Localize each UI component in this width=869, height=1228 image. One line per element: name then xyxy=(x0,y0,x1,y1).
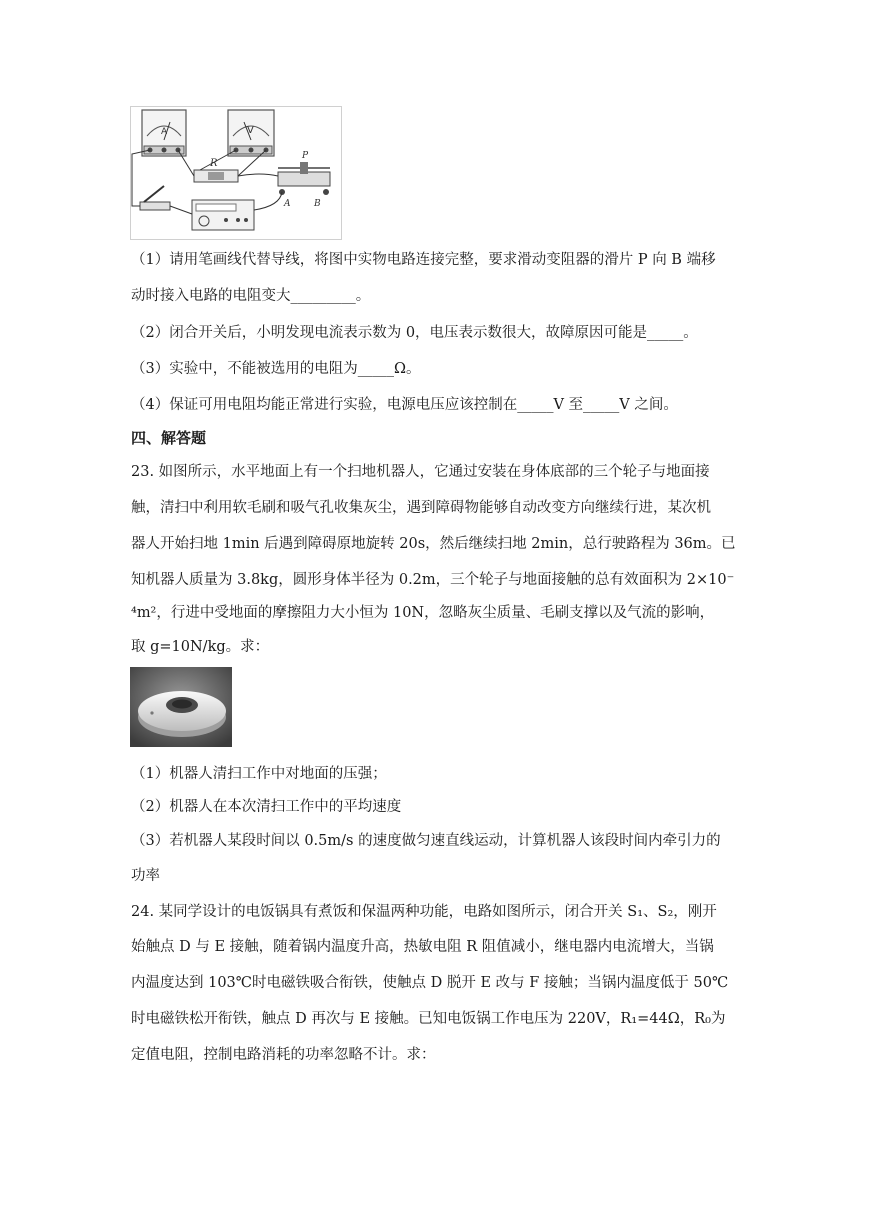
ammeter-label: A xyxy=(161,127,168,137)
q22-part3: （3）实验中，不能被选用的电阻为_____Ω。 xyxy=(131,361,421,377)
voltmeter-label: V xyxy=(247,125,254,136)
q24-line: 始触点 D 与 E 接触，随着锅内温度升高，热敏电阻 R 阻值减小，继电器内电流增大，当锅 xyxy=(131,939,714,955)
q24-line: 定值电阻，控制电路消耗的功率忽略不计。求： xyxy=(131,1047,436,1063)
q23-sub: （3）若机器人某段时间以 0.5m/s 的速度做匀速直线运动，计算机器人该段时间内牵引力的 xyxy=(131,833,721,849)
q23-line: 23. 如图所示，水平地面上有一个扫地机器人，它通过安装在身体底部的三个轮子与地面接 xyxy=(131,464,710,480)
q23-line: ⁴m²，行进中受地面的摩擦阻力大小恒为 10N，忽略灰尘质量、毛刷支撑以及气流的影响， xyxy=(131,605,715,621)
circuit-figure xyxy=(130,106,342,240)
q22-part1-line2: 动时接入电路的电阻变大_________。 xyxy=(131,288,371,304)
robot-photo xyxy=(130,667,232,747)
robot-vacuum-icon xyxy=(138,691,226,737)
q22-part1-line1: （1）请用笔画线代替导线，将图中实物电路连接完整，要求滑动变阻器的滑片 P 向 B 端移 xyxy=(131,252,716,268)
slider-label: P xyxy=(302,151,309,161)
q22-part4: （4）保证可用电阻均能正常进行实验，电源电压应该控制在_____V 至_____V 之间。 xyxy=(131,397,678,413)
q22-part2: （2）闭合开关后，小明发现电流表示数为 0，电压表示数很大，故障原因可能是_____。 xyxy=(131,325,698,341)
end-b-label: B xyxy=(314,199,321,209)
q23-sub: （1）机器人清扫工作中对地面的压强； xyxy=(131,766,387,782)
q24-line: 时电磁铁松开衔铁，触点 D 再次与 E 接触。已知电饭锅工作电压为 220V，R₁=44Ω，R₀为 xyxy=(131,1011,726,1027)
resistor-label: R xyxy=(210,158,218,169)
end-a-label: A xyxy=(284,199,291,209)
q23-sub: （2）机器人在本次清扫工作中的平均速度 xyxy=(131,799,402,815)
q23-line: 取 g=10N/kg。求： xyxy=(131,639,270,655)
q24-line: 内温度达到 103℃时电磁铁吸合衔铁，使触点 D 脱开 E 改与 F 接触；当锅内温度低于 50℃ xyxy=(131,975,729,991)
section-heading: 四、解答题 xyxy=(131,429,207,447)
q23-line: 知机器人质量为 3.8kg，圆形身体半径为 0.2m，三个轮子与地面接触的总有效面积为 2×10⁻ xyxy=(131,572,735,588)
q24-line: 24. 某同学设计的电饭锅具有煮饭和保温两种功能，电路如图所示，闭合开关 S₁、S₂，刚开 xyxy=(131,904,717,920)
q23-sub: 功率 xyxy=(131,868,160,884)
q23-line: 触，清扫中利用软毛刷和吸气孔收集灰尘，遇到障碍物能够自动改变方向继续行进，某次机 xyxy=(131,500,711,516)
q23-line: 器人开始扫地 1min 后遇到障碍原地旋转 20s，然后继续扫地 2min，总行驶路程为 36m。已 xyxy=(131,536,736,552)
resistor-icon xyxy=(194,170,238,182)
power-supply-icon xyxy=(192,200,254,230)
